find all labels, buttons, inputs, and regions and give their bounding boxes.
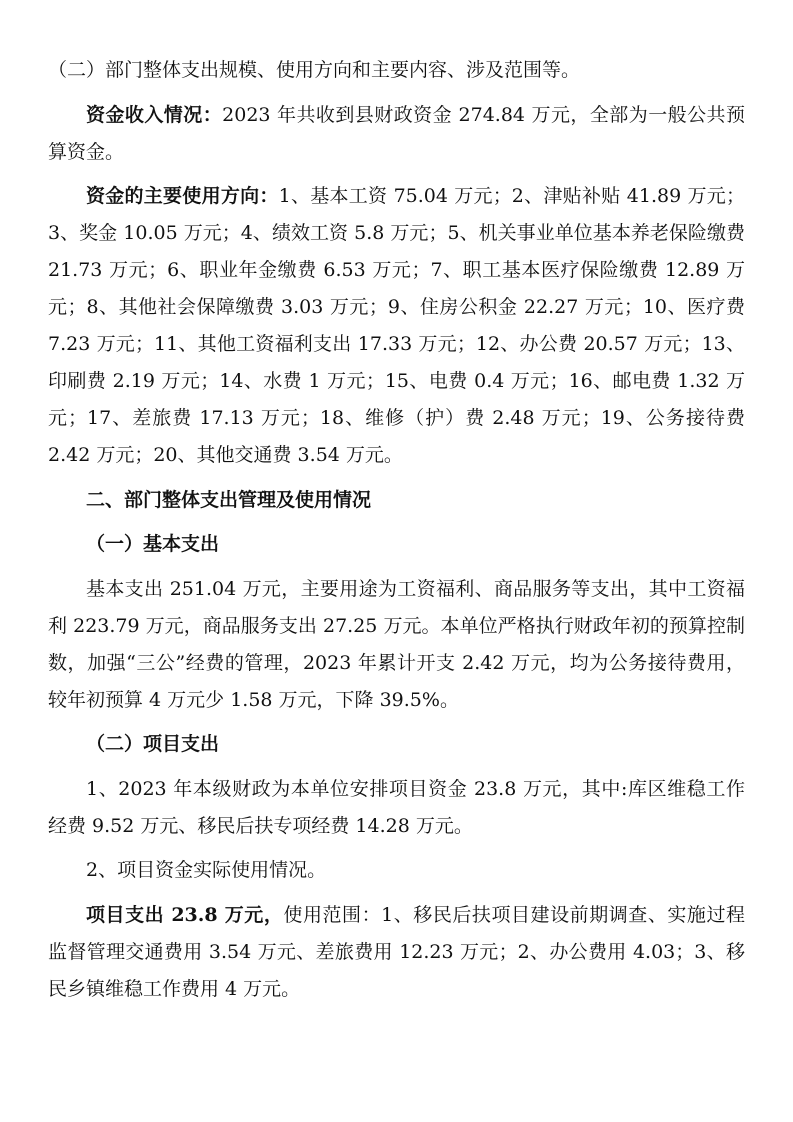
paragraph-usage [48, 178, 745, 474]
document-page [48, 52, 745, 1015]
usage-label: 资金的主要使用方向： [86, 185, 279, 207]
paragraph-project-1: 1、2023 年本级财政为本单位安排项目资金 23.8 万元，其中:库区维稳工作经费 9.52 万元、移民后扶专项经费 14.28 万元。 [48, 777, 745, 837]
project-use-text: 使用范围：1、移民后扶项目建设前期调查、实施过程监督管理交通费用 3.54 万元、差旅费用 12.23 万元；2、办公费用 4.03；3、移民乡镇维稳工作费用 4 万元。 [48, 903, 745, 1000]
subheading-basic: （一）基本支出 [86, 533, 220, 555]
paragraph-project-use [48, 897, 745, 1008]
income-label: 资金收入情况： [86, 103, 223, 126]
section-heading-scope: （二）部门整体支出规模、使用方向和主要内容、涉及范围等。 [48, 59, 581, 81]
section-heading-management: 二、部门整体支出管理及使用情况 [86, 488, 372, 511]
paragraph-basic: 基本支出 251.04 万元，主要用途为工资福利、商品服务等支出，其中工资福利 223.79 万元，商品服务支出 27.25 万元。本单位严格执行财政年初的预算控制数，加强“三公”经费的管理，2023 年累计开支 2.42 万元，均为公务接待费用，较年初预算 4 万元少 1.58 万元，下降 39.5%。 [48, 577, 745, 711]
paragraph-income [48, 97, 745, 171]
project-use-label: 项目支出 23.8 万元， [86, 903, 284, 926]
usage-text: 1、基本工资 75.04 万元；2、津贴补贴 41.89 万元；3、奖金 10.05 万元；4、绩效工资 5.8 万元；5、机关事业单位基本养老保险缴费 21.73 万元；6、职业年金缴费 6.53 万元；7、职工基本医疗保险缴费 12.89 万元；8、其他社会保障缴费 3.03 万元；9、住房公积金 22.27 万元；10、医疗费 7.23 万元；11、其他工资福利支出 17.33 万元；12、办公费 20.57 万元；13、印刷费 2.19 万元；14、水费 1 万元；15、电费 0.4 万元；16、邮电费 1.32 万元；17、差旅费 17.13 万元；18、维修（护）费 2.48 万元；19、公务接待费 2.42 万元；20、其他交通费 3.54 万元。 [48, 185, 745, 466]
income-text: 2023 年共收到县财政资金 274.84 万元，全部为一般公共预算资金。 [48, 103, 745, 163]
subheading-project: （二）项目支出 [86, 733, 220, 755]
paragraph-project-2: 2、项目资金实际使用情况。 [86, 859, 327, 881]
